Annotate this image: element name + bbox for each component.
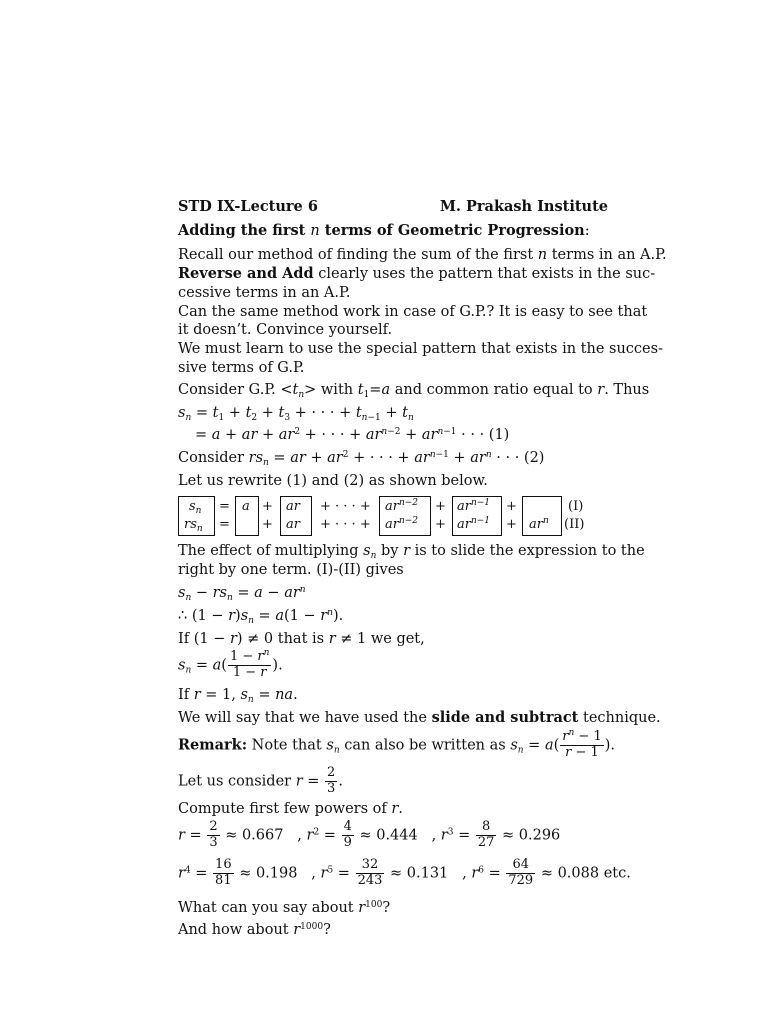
effect-line: The effect of multiplying $s_n$ by r is to slide the expression to the: [178, 543, 645, 561]
question-2: And how about $r^{1000}$?: [178, 922, 331, 938]
derive-2: ∴ $(1 - r)s_n = a(1 - r^n)$.: [178, 608, 344, 626]
para-line: Reverse and Add clearly uses the pattern that exists in the suc-: [178, 265, 656, 282]
compute-line: Compute first few powers of r.: [178, 801, 403, 817]
equation-sn: $s_n = t_1 + t_2 + t_3$ + · · · + $t_{n-1} + t_n$: [178, 405, 414, 423]
cell-sn: $s_n$: [189, 499, 202, 516]
para-line: Recall our method of finding the sum of the first n terms in an A.P.: [178, 247, 667, 263]
cell-rsn: $rs_n$: [184, 517, 203, 534]
r-equals-1-line: If r = 1, $s_n$ = na.: [178, 687, 298, 705]
consider-line: Consider G.P. $<t_n>$ with $t_1=a$ and common ratio equal to r. Thus: [178, 382, 650, 400]
effect-line-2: right by one term. (I)-(II) gives: [178, 562, 404, 578]
derive-1: $s_n - rs_n = a - ar^n$: [178, 585, 306, 603]
para-line: Can the same method work in case of G.P.? It is easy to see that: [178, 304, 648, 320]
para-line: We must learn to use the special pattern that exists in the succes-: [178, 341, 663, 357]
para-line: sive terms of G.P.: [178, 360, 305, 376]
equation-2: Consider $rs_n$ = ar + $ar^2$ + · · · + $ar^{n-1} + ar^n$ · · · (2): [178, 450, 545, 468]
sum-formula: $s_n = a$( $\frac{1 - r^n}{1 - r}$ ).: [178, 648, 283, 680]
condition-line: If (1 − r) ≠ 0 that is r ≠ 1 we get,: [178, 631, 425, 647]
rewrite-line: Let us rewrite (1) and (2) as shown below.: [178, 473, 488, 489]
question-1: What can you say about $r^{100}$?: [178, 900, 391, 916]
header-right: M. Prakash Institute: [439, 198, 608, 215]
header-left: STD IX-Lecture 6: [178, 198, 318, 215]
consider-r-line: Let us consider r = $\frac{2}{3}$ .: [178, 765, 343, 796]
powers-row-1: r = $\frac{2}{3}$ ≈ 0.667 , $r^2$ = $\frac{4}{9}$ ≈ 0.444 , $r^3$ = $\frac{8}{27}$ ≈ 0.296: [178, 819, 561, 850]
powers-row-2: $r^4$ = $\frac{16}{81}$ ≈ 0.198 , $r^5$ = $\frac{32}{243}$ ≈ 0.131 , $r^6$ = $\frac{64}{729}$ ≈ 0.088 etc.: [178, 857, 631, 888]
technique-line: We will say that we have used the slide and subtract technique.: [178, 709, 661, 726]
para-line: cessive terms in an A.P.: [178, 285, 351, 301]
equation-1: = a + ar + $ar^2$ + · · · + $ar^{n-2} + ar^{n-1}$ · · · (1): [195, 427, 510, 443]
para-line: it doesn’t. Convince yourself.: [178, 322, 393, 338]
label-I: (I): [568, 499, 584, 514]
section-heading: Adding the first n terms of Geometric Progression:: [178, 222, 590, 239]
label-II: (II): [564, 517, 585, 532]
remark-line: Remark: Note that $s_n$ can also be written as $s_n = a$( $\frac{r^n - 1}{r - 1}$ ).: [178, 728, 616, 760]
